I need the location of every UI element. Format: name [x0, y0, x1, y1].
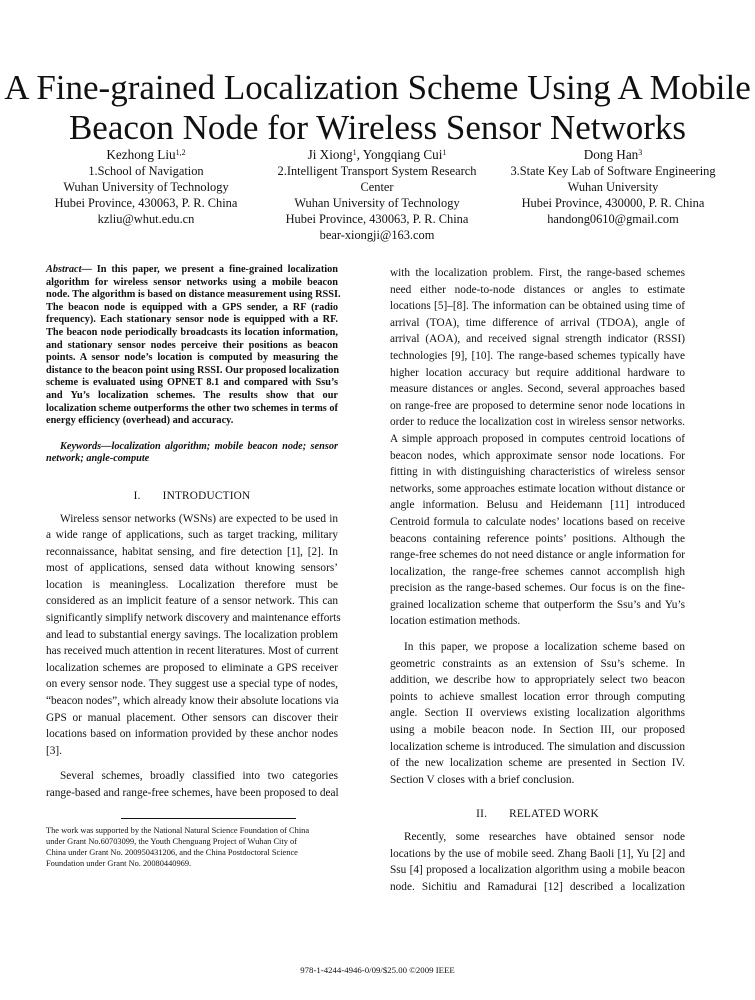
related-work-paragraph-1: Recently, some researches have obtained sensor node locations by the use of mobile seed. Zhang Baoli [1], Yu [2] and Ssu [4] proposed a localization algorithm using a mobile beacon node. Sichitiu and Ramadurai [12] described a localization [390, 831, 685, 893]
affiliation-line: Wuhan University of Technology [294, 196, 460, 210]
affiliation-line: 2.Intelligent Transport System Research [277, 164, 477, 178]
keywords-label: Keywords [60, 440, 102, 452]
author-block-3 [498, 147, 728, 227]
section-heading-related-work: II. RELATED WORK [476, 808, 599, 821]
keywords: Keywords—localization algorithm; mobile beacon node; sensor network; angle-compute [46, 440, 338, 465]
footnote-divider [121, 818, 296, 819]
author-block-2 [262, 147, 492, 243]
affiliation-line: Hubei Province, 430000, P. R. China [521, 196, 705, 210]
funding-footnote: The work was supported by the National Natural Science Foundation of China under Grant No.60703099, the Youth Chenguang Project of Wuhan City of China under Grant No. 200950431206, and the China Postdoctoral Science Foundation under Grant No. 20080440969. [46, 826, 310, 868]
title-line-2: Beacon Node for Wireless Sensor Networks [68, 108, 687, 147]
affiliation-line: Wuhan University [567, 180, 659, 194]
author-name: Dong Han$^3$ [583, 147, 643, 162]
author-email: kzliu@whut.edu.cn [97, 212, 195, 226]
left-column [46, 264, 341, 802]
affiliation-line: Center [360, 180, 394, 194]
intro-paragraph-2-continued: with the localization problem. First, the range-based schemes need either node-to-node distances or angles to estimate locations [5]–[8]. The information can be obtained using time of arrival (TOA), time difference of arrival (TDOA), angle of arrival (AOA), and received signal strength indicator (RSSI) technologies [9], [10]. The range-based schemes typically have higher location accuracy but require additional hardware to measure distances or angles. Second, several approaches based on range-free are proposed to determine senor node locations in order to reduce the localization cost in wireless sensor networks. A simple approach proposed in computes centroid locations of beacon nodes, which approximate sensor node locations. For fitting in with distinguishing characteristics of wireless sensor networks, some approaches estimate location without distance or angle information. Belusu and Heidemann [11] introduced Centroid formula to calculate nodes’ locations based on receive beacons containing reference points’ positions. Although the range-free schemes do not need distance or angle information for localization, the range-free schemes cannot accomplish high precision as the range-based schemes. Our focus is on the fine- grained localization scheme that outperform the Ssu’s and Yu’s location estimation methods. [390, 267, 685, 628]
copyright-footer: 978-1-4244-4946-0/09/$25.00 ©2009 IEEE [300, 965, 455, 975]
intro-paragraph-3: In this paper, we propose a localization scheme based on geometric constraints as an extension of Ssu’s scheme. In addition, we describe how to appropriately select two beacon points to achieve smallest location error through computing angle. Section II overviews existing localization algorithms using a mobile beacon node. In Section III, our proposed localization scheme is introduced. The simulation and discussion of the new localization scheme are presented in Section IV. Section V closes with a brief conclusion. [390, 641, 685, 786]
affiliation-line: Hubei Province, 430063, P. R. China [54, 196, 238, 210]
paper-title [0, 68, 755, 148]
abstract: Abstract— In this paper, we present a fine-grained localization algorithm for wireless sensor networks using a mobile beacon node. The algorithm is based on distance measurement using RSSI. The beacon node is equipped with a GPS sender, a RF (radio frequency). Each stationary sensor node is equipped with a RF. The beacon node periodically broadcasts its location information, and stationary sensor nodes perceive their positions as beacon points. A sensor node’s location is computed by measuring the distance to the beacon point using RSSI. Our proposed localization scheme is evaluated using OPNET 8.1 and compared with Ssu’s and Yu’s localization schemes. The results show that our localization scheme outperforms the other two schemes in terms of energy efficiency (overhead) and accuracy. [46, 264, 341, 427]
intro-paragraph-2: Several schemes, broadly classified into two categories range-based and range-free schemes, have been proposed to deal [46, 770, 339, 799]
section-heading-introduction: I. INTRODUCTION [133, 489, 251, 502]
author-email: bear-xiongji@163.com [319, 228, 435, 242]
abstract-label: Abstract [46, 264, 82, 275]
author-email: handong0610@gmail.com [547, 212, 679, 226]
right-column [390, 265, 685, 895]
intro-paragraph-1: Wireless sensor networks (WSNs) are expected to be used in a wide range of applications, such as target tracking, military reconnaissance, habitat sensing, and fire detection [1], [2]. In most of applications, sensed data without knowing sensors’ location is meaningless. Localization therefore must be considered as an implicit feature of a sensor network. This can significantly simplify network discovery and maintenance efforts and lead to substantial energy savings. The localization problem has received much attention in recent literatures. Most of current localization schemes are proposed to eliminate a GPS receiver on every sensor node. They suggest use a special type of nodes, “beacon nodes”, which already know their absolute locations via GPS or manual placement. Other sensors can discover their locations based on information provided by these anchor nodes [3]. [46, 512, 341, 757]
affiliation-line: Wuhan University of Technology [63, 180, 229, 194]
affiliation-line: Hubei Province, 430063, P. R. China [285, 212, 469, 226]
affiliation-line: 3.State Key Lab of Software Engineering [510, 164, 716, 178]
title-line-1: A Fine-grained Localization Scheme Using A Mobile [4, 68, 751, 107]
affiliation-line: 1.School of Navigation [88, 164, 204, 178]
abstract-dash: — [81, 264, 92, 275]
author-block-1 [36, 147, 256, 227]
author-name: Ji Xiong$^1$, Yongqiang Cui$^1$ [307, 147, 447, 162]
author-name: Kezhong Liu$^{1,2}$ [106, 147, 186, 162]
